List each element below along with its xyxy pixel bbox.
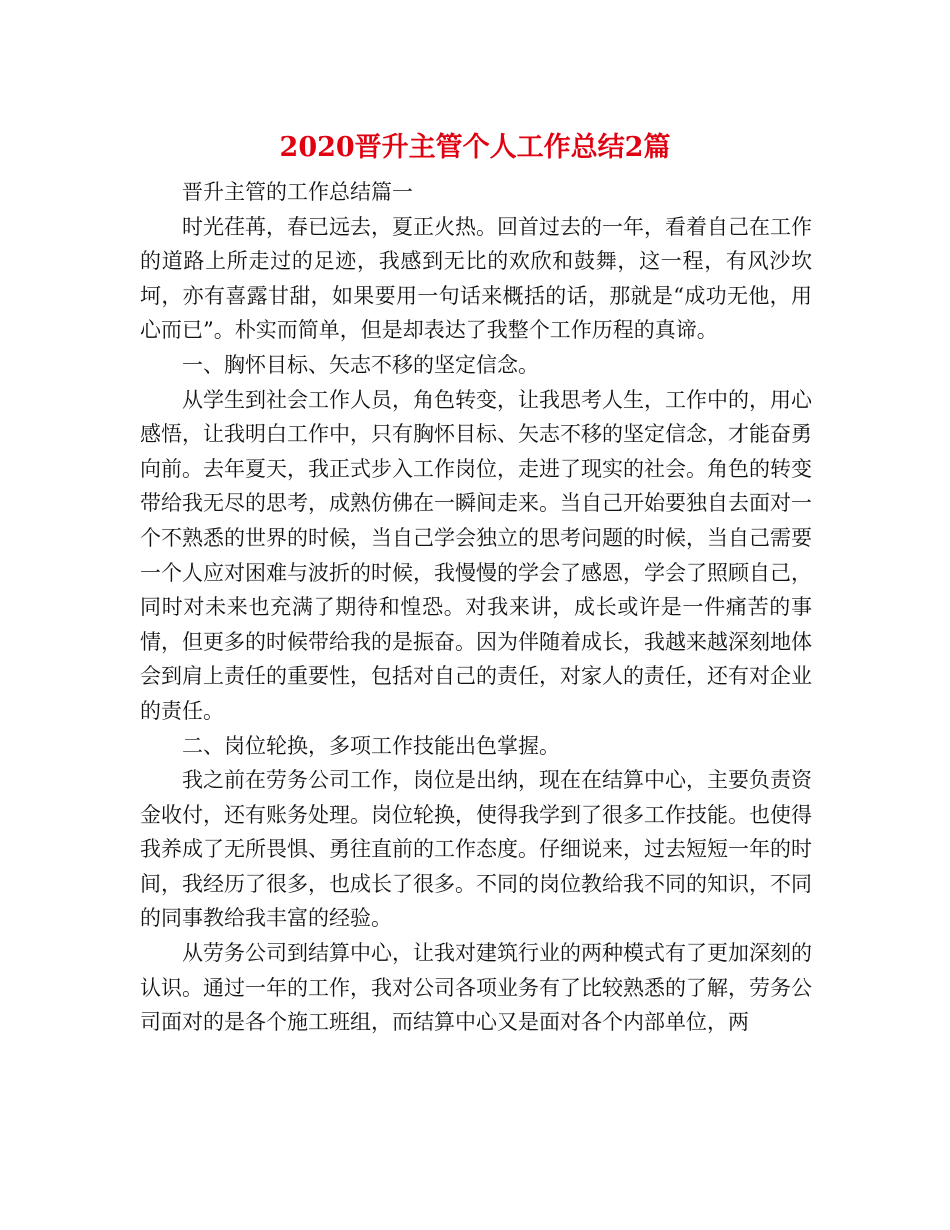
document-body: [140, 175, 812, 1040]
section-heading-part-one: 晋升主管的工作总结篇一: [182, 180, 413, 204]
document-title: 2020晋升主管个人工作总结2篇: [279, 132, 671, 163]
section-heading-one: 一、胸怀目标、矢志不移的坚定信念。: [182, 352, 539, 377]
paragraph-intro: 时光荏苒，春已远去，夏正火热。回首过去的一年，看着自己在工作的道路上所走过的足迹，我感到无比的欢欣和鼓舞，这一程，有风沙坎坷，亦有喜露甘甜，如果要用一句话来概括的话，那就是“成功无他，用心而已”。朴实而简单，但是却表达了我整个工作历程的真谛。: [140, 214, 812, 343]
paragraph-body-one: 从学生到社会工作人员，角色转变，让我思考人生，工作中的，用心感悟，让我明白工作中，只有胸怀目标、矢志不移的坚定信念，才能奋勇向前。去年夏天，我正式步入工作岗位，走进了现实的社会。角色的转变带给我无尽的思考，成熟仿佛在一瞬间走来。当自己开始要独自去面对一个不熟悉的世界的时候，当自己学会独立的思考问题的时候，当自己需要一个人应对困难与波折的时候，我慢慢的学会了感恩，学会了照顾自己，同时对未来也充满了期待和惶恐。对我来讲，成长或许是一件痛苦的事情，但更多的时候带给我的是振奋。因为伴随着成长，我越来越深刻地体会到肩上责任的重要性，包括对自己的责任，对家人的责任，还有对企业的责任。: [140, 387, 812, 723]
paragraph-body-two: 我之前在劳务公司工作，岗位是出纳，现在在结算中心，主要负责资金收付，还有账务处理。岗位轮换，使得我学到了很多工作技能。也使得我养成了无所畏惧、勇往直前的工作态度。仔细说来，过去短短一年的时间，我经历了很多，也成长了很多。不同的岗位教给我不同的知识，不同的同事教给我丰富的经验。: [140, 768, 812, 931]
paragraph-body-three: 从劳务公司到结算中心，让我对建筑行业的两种模式有了更加深刻的认识。通过一年的工作，我对公司各项业务有了比较熟悉的了解，劳务公司面对的是各个施工班组，而结算中心又是面对各个内部单位，两: [140, 941, 812, 1035]
section-heading-two: 二、岗位轮换，多项工作技能出色掌握。: [182, 733, 560, 758]
